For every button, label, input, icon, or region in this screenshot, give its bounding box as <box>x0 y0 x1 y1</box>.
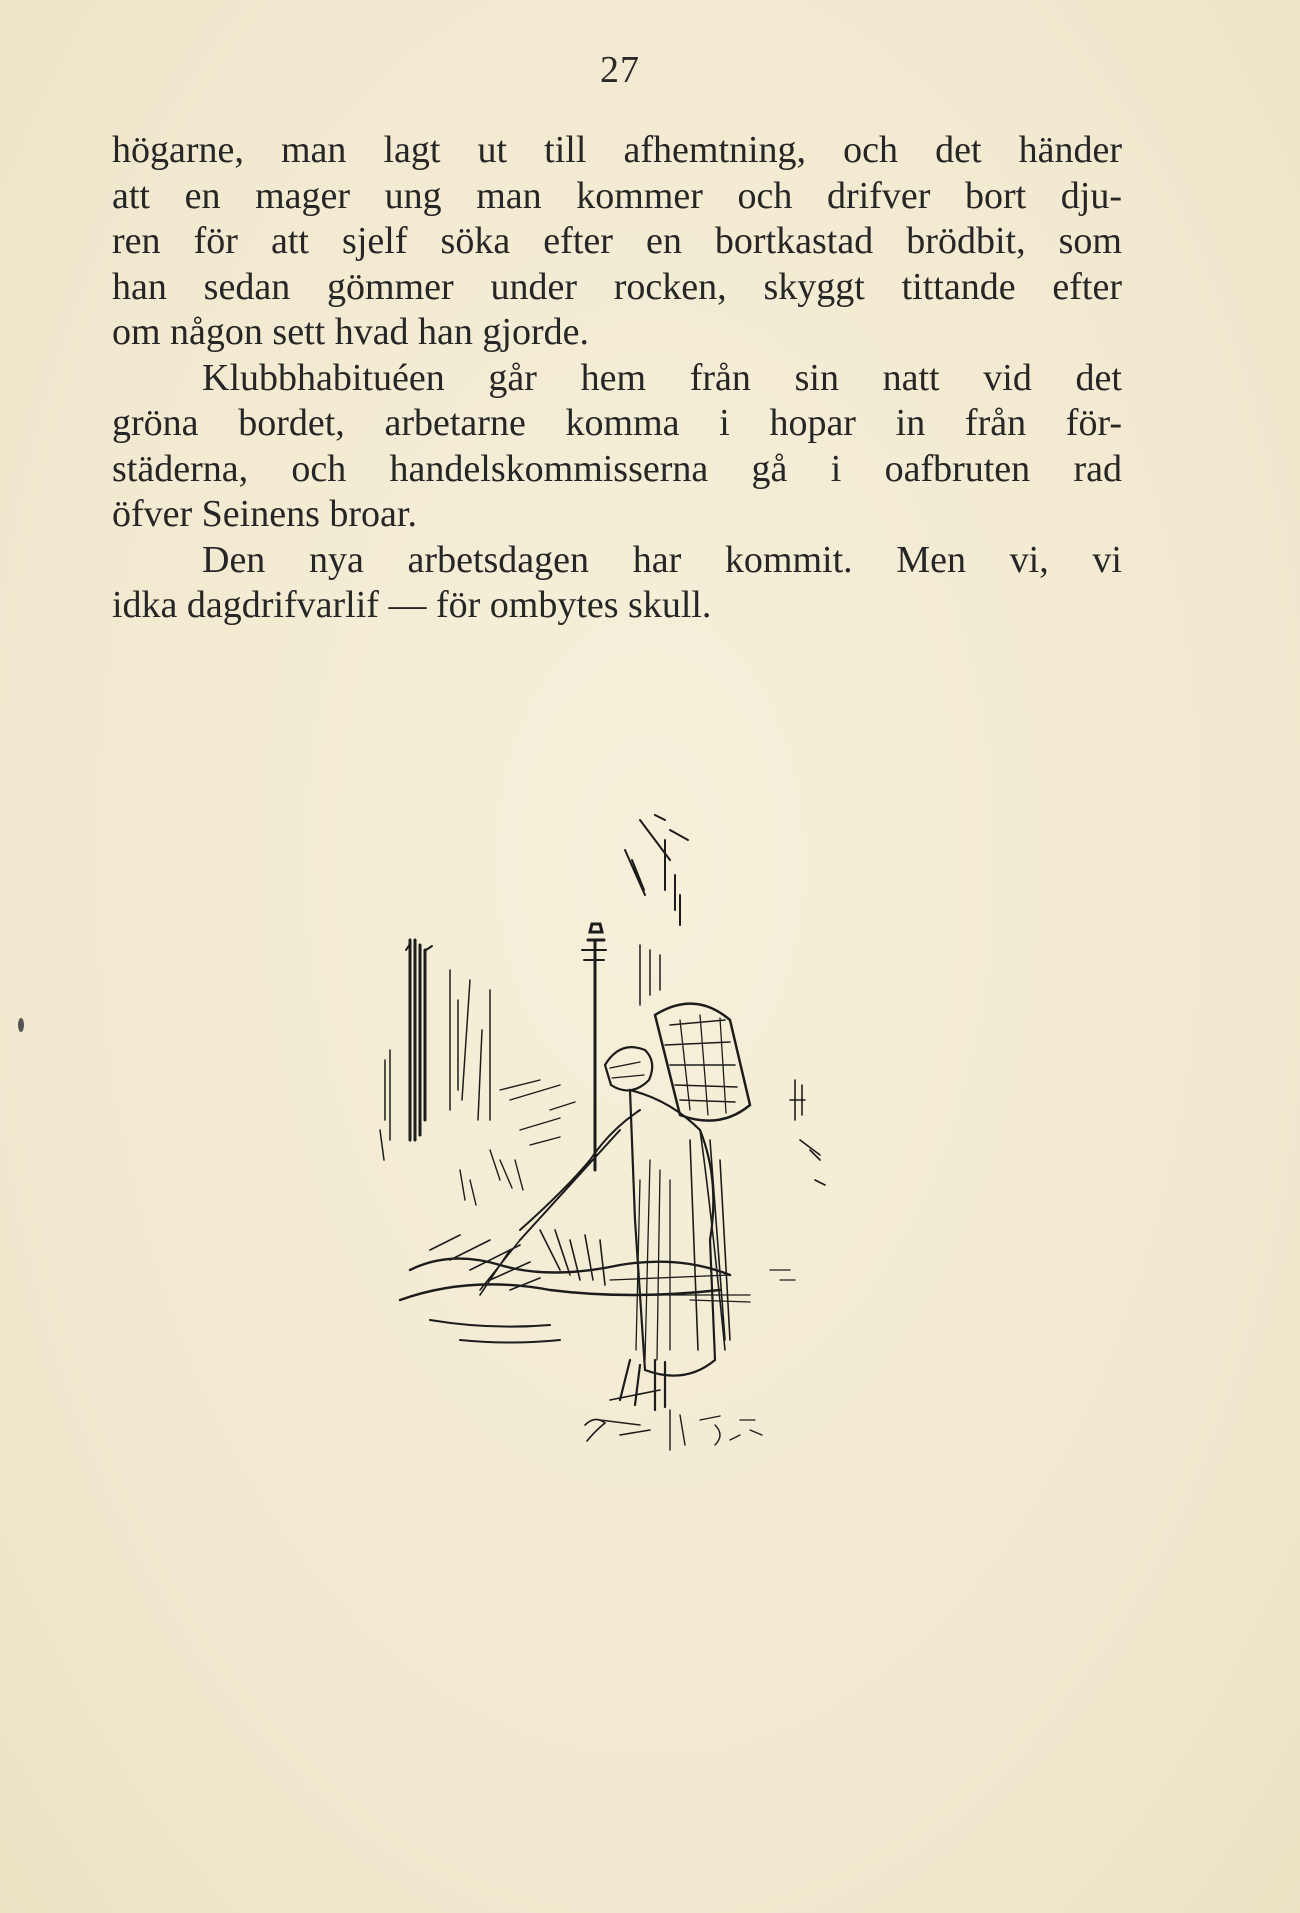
text-line: Klubbhabituéen går hem från sin natt vid det <box>202 356 1122 399</box>
text-line: städerna, och handelskommisserna gå i oafbruten rad <box>112 447 1122 490</box>
text-line: att en mager ung man kommer och drifver bort dju- <box>112 174 1122 217</box>
paragraph-1 <box>112 128 1122 356</box>
text-line: Den nya arbetsdagen har kommit. Men vi, vi <box>202 538 1122 581</box>
body-text <box>112 128 1122 629</box>
text-line: om någon sett hvad han gjorde. <box>112 311 590 353</box>
text-line: han sedan gömmer under rocken, skyggt tittande efter <box>112 265 1122 308</box>
text-line: ren för att sjelf söka efter en bortkastad brödbit, som <box>112 220 1122 262</box>
paragraph-3 <box>112 538 1122 629</box>
text-line: gröna bordet, arbetarne komma i hopar in från för- <box>112 402 1122 444</box>
figure-sketch-image <box>370 800 850 1520</box>
text-line: högarne, man lagt ut till afhemtning, och det händer <box>112 129 1122 171</box>
page-number: 27 <box>600 49 640 91</box>
sketch-illustration <box>370 800 850 1520</box>
paragraph-2 <box>112 356 1122 538</box>
text-line: öfver Seinens broar. <box>112 493 417 535</box>
ink-speck <box>18 1018 24 1032</box>
text-line: idka dagdrifvarlif — för ombytes skull. <box>112 584 712 626</box>
